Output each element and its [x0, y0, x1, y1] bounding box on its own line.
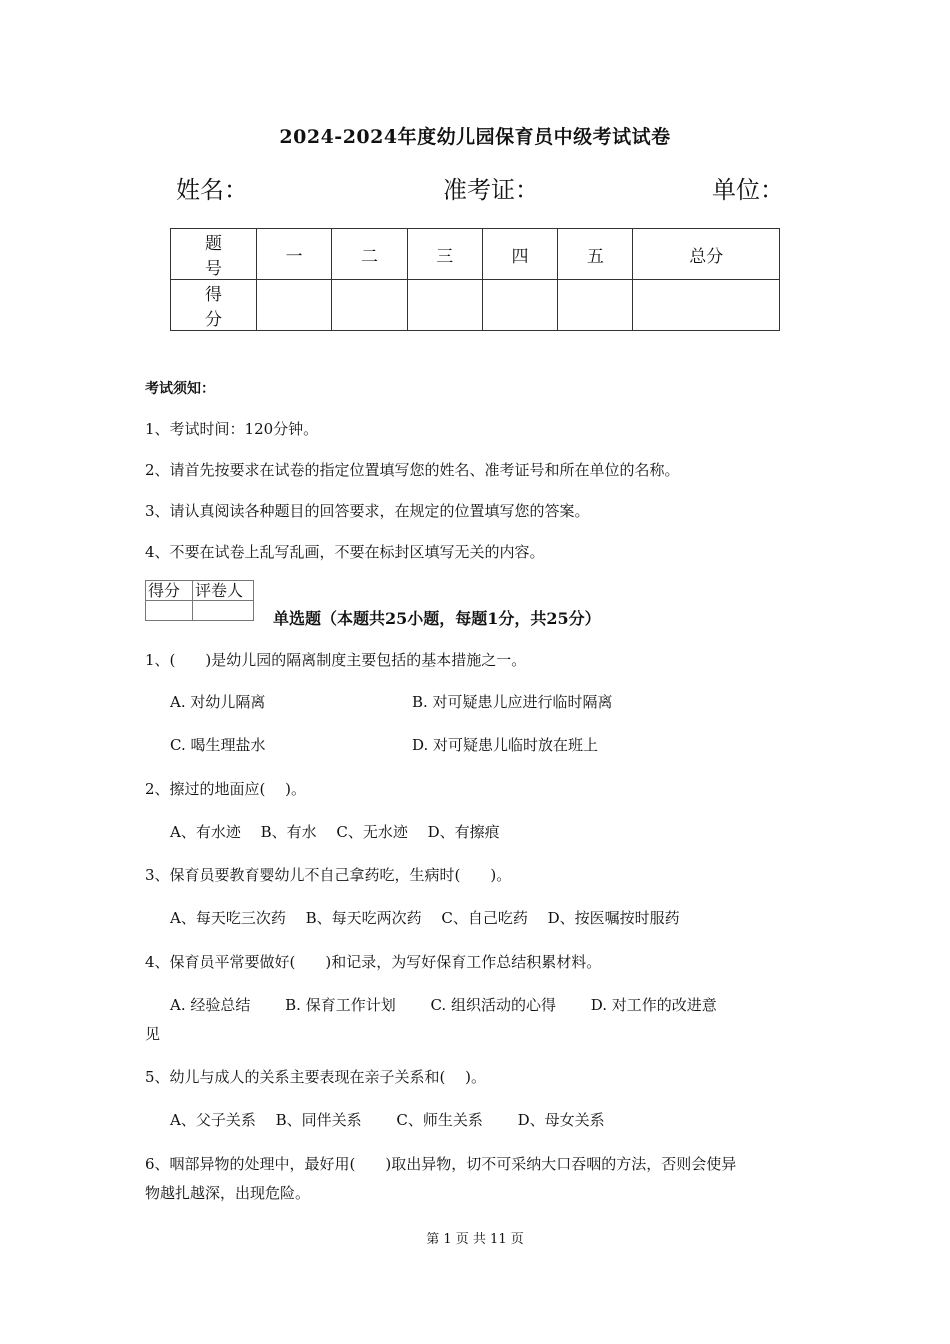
- grader-reviewer-cell: [193, 601, 254, 621]
- grader-score-cell: [146, 601, 193, 621]
- score-table-score-row: [171, 280, 780, 331]
- grader-table: [145, 580, 254, 621]
- question-stem: 5、幼儿与成人的关系主要表现在亲子关系和( )。: [145, 1068, 487, 1086]
- question-number-label: 题 号: [171, 229, 257, 280]
- question-stem: 6、咽部异物的处理中，最好用( )取出异物，切不可采纳大口吞咽的方法，否则会使异: [145, 1155, 737, 1173]
- question-options: A. 经验总结 B. 保育工作计划 C. 组织活动的心得 D. 对工作的改进意: [170, 996, 717, 1014]
- question-options-continued: 见: [145, 1025, 161, 1043]
- notice-item: 2、请首先按要求在试卷的指定位置填写您的姓名、准考证号和所在单位的名称。: [145, 461, 680, 479]
- question-options: A、每天吃三次药 B、每天吃两次药 C、自己吃药 D、按医嘱按时服药: [170, 909, 680, 927]
- page-footer: 第 1 页 共 11 页: [426, 1232, 524, 1247]
- score-col-3: 三: [407, 229, 482, 280]
- question-option: D. 对可疑患儿临时放在班上: [412, 736, 599, 754]
- question-stem: 2、擦过的地面应( )。: [145, 780, 307, 798]
- question-options: A、有水迹 B、有水 C、无水迹 D、有擦痕: [170, 823, 500, 841]
- question-option: C. 喝生理盐水: [170, 736, 266, 754]
- score-cell-2: [332, 280, 407, 331]
- question-stem: 3、保育员要教育婴幼儿不自己拿药吃，生病时( )。: [145, 866, 512, 884]
- score-col-total: 总分: [633, 229, 780, 280]
- section-title: 单选题（本题共25小题，每题1分，共25分）: [273, 609, 601, 628]
- score-col-2: 二: [332, 229, 407, 280]
- notice-item: 4、不要在试卷上乱写乱画，不要在标封区填写无关的内容。: [145, 543, 545, 561]
- notice-title: 考试须知：: [145, 381, 215, 397]
- score-cell-total: [633, 280, 780, 331]
- notice-item: 1、考试时间：120分钟。: [145, 420, 319, 438]
- score-cell-4: [482, 280, 557, 331]
- question-stem: 1、( )是幼儿园的隔离制度主要包括的基本措施之一。: [145, 651, 527, 669]
- notice-item: 3、请认真阅读各种题目的回答要求，在规定的位置填写您的答案。: [145, 502, 590, 520]
- page-title: 2024-2024年度幼儿园保育员中级考试试卷: [279, 126, 671, 148]
- unit-field-label: 单位：: [712, 176, 784, 204]
- score-table-header-row: [171, 229, 780, 280]
- question-options: A、父子关系 B、同伴关系 C、师生关系 D、母女关系: [170, 1111, 605, 1129]
- score-col-1: 一: [257, 229, 332, 280]
- score-col-4: 四: [482, 229, 557, 280]
- score-cell-5: [558, 280, 633, 331]
- question-stem: 4、保育员平常要做好( )和记录，为写好保育工作总结积累材料。: [145, 953, 602, 971]
- question-option: B. 对可疑患儿应进行临时隔离: [412, 693, 613, 711]
- score-cell-1: [257, 280, 332, 331]
- question-option: A. 对幼儿隔离: [170, 693, 266, 711]
- name-field-label: 姓名：: [176, 176, 248, 204]
- question-stem-continued: 物越扎越深，出现危险。: [145, 1184, 311, 1202]
- score-table: [170, 228, 780, 331]
- grader-reviewer-label: 评卷人: [193, 581, 254, 601]
- score-col-5: 五: [558, 229, 633, 280]
- score-cell-3: [407, 280, 482, 331]
- grader-score-label: 得分: [146, 581, 193, 601]
- ticket-field-label: 准考证：: [443, 176, 539, 204]
- score-row-label: 得 分: [171, 280, 257, 331]
